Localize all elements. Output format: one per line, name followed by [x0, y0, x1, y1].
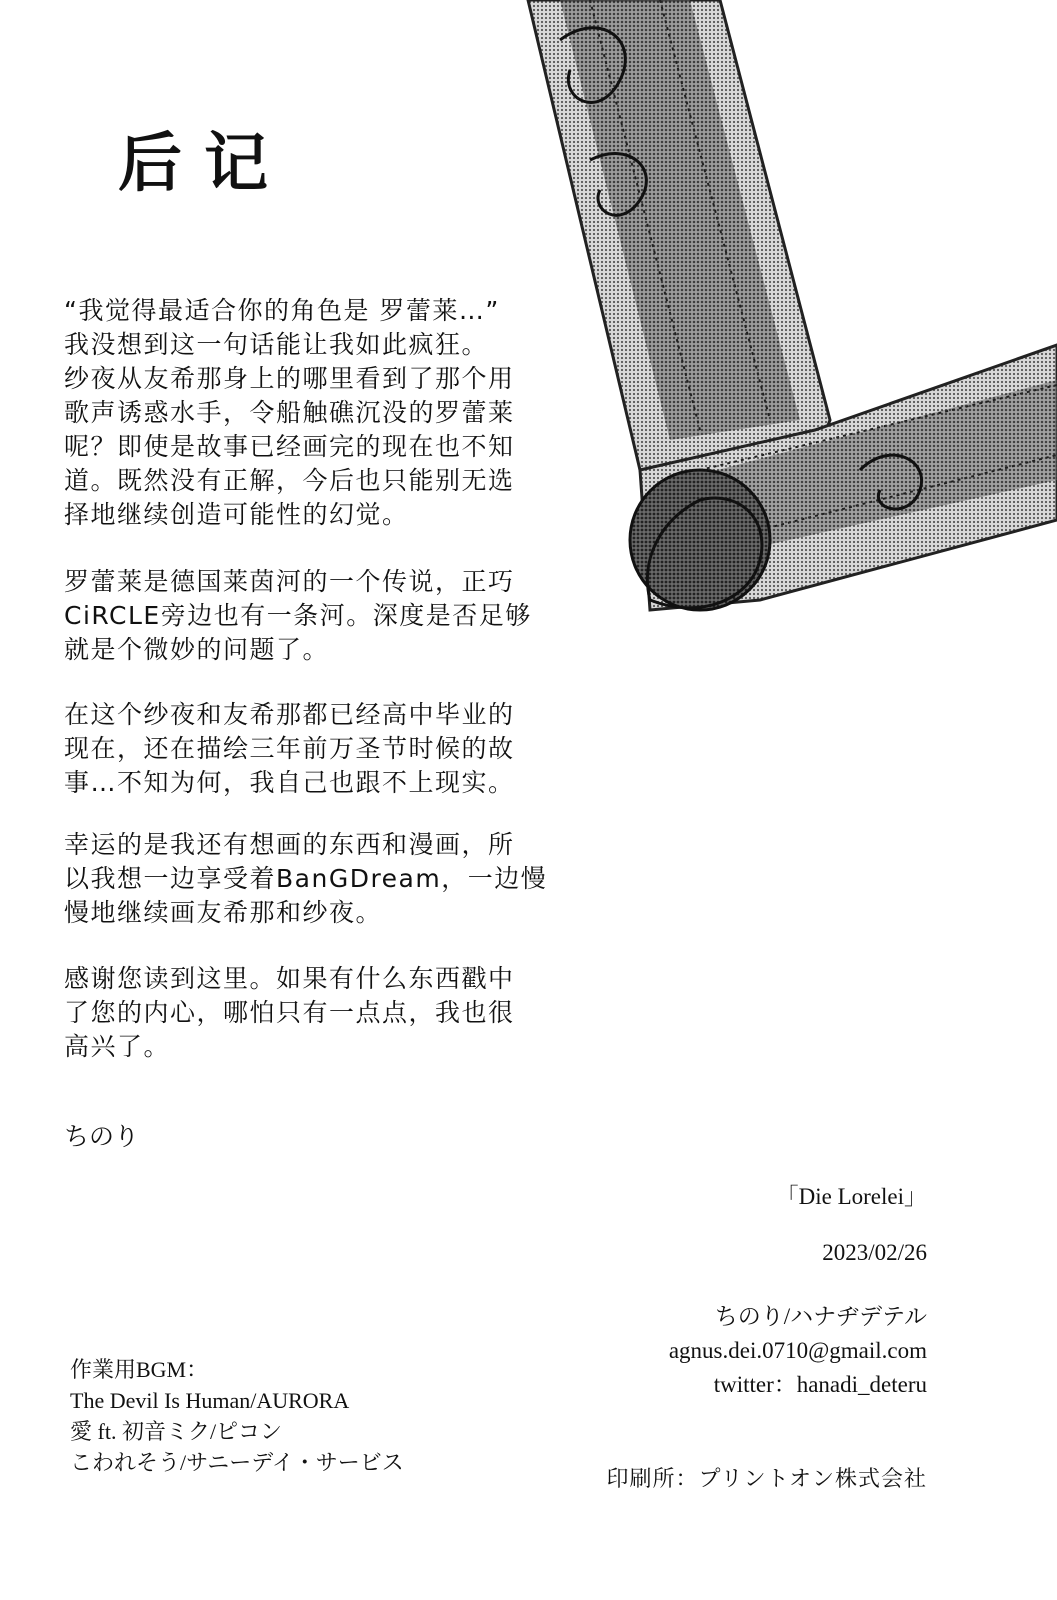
text-line: 道。既然没有正解，今后也只能别无选 — [64, 466, 515, 495]
text-line: CiRCLE旁边也有一条河。深度是否足够 — [64, 601, 532, 630]
text-line: 感谢您读到这里。如果有什么东西戳中 — [64, 964, 515, 993]
bgm-song: 愛 ft. 初音ミク/ピコン — [70, 1419, 283, 1444]
afterword-paragraph-1 — [64, 294, 624, 532]
text-line: 纱夜从友希那身上的哪里看到了那个用 — [64, 364, 515, 393]
colophon-date: 2023/02/26 — [822, 1240, 927, 1265]
colophon-twitter: twitter：hanadi_deteru — [713, 1372, 927, 1397]
text-line: 在这个纱夜和友希那都已经高中毕业的 — [64, 700, 515, 729]
page-title: 后记 — [118, 126, 290, 201]
text-line: 歌声诱惑水手，令船触礁沉没的罗蕾莱 — [64, 398, 515, 427]
colophon-printer: 印刷所：プリントオン株式会社 — [606, 1466, 927, 1491]
text-line: 我没想到这一句话能让我如此疯狂。 — [64, 330, 489, 359]
colophon-book-title: 「Die Lorelei」 — [775, 1184, 927, 1209]
afterword-paragraph-5 — [64, 962, 624, 1064]
text-line: 慢地继续画友希那和纱夜。 — [64, 898, 383, 927]
text-line: “我觉得最适合你的角色是 罗蕾莱…” — [64, 296, 500, 325]
text-line: 现在，还在描绘三年前万圣节时候的故 — [64, 734, 515, 763]
bgm-heading: 作業用BGM： — [70, 1357, 209, 1382]
bgm-song: The Devil Is Human/AURORA — [70, 1388, 350, 1413]
bgm-list — [70, 1354, 404, 1478]
text-line: 以我想一边享受着BanGDream，一边慢 — [64, 864, 548, 893]
text-line: 高兴了。 — [64, 1032, 171, 1061]
colophon-contact — [669, 1300, 927, 1402]
colophon-authors: ちのり/ハナヂデテル — [714, 1304, 927, 1329]
text-line: 幸运的是我还有想画的东西和漫画，所 — [64, 830, 515, 859]
text-line: 呢？即使是故事已经画完的现在也不知 — [64, 432, 515, 461]
text-line: 就是个微妙的问题了。 — [64, 635, 330, 664]
colophon-email: agnus.dei.0710@gmail.com — [668, 1338, 927, 1363]
text-line: 了您的内心，哪怕只有一点点，我也很 — [64, 998, 515, 1027]
afterword-paragraph-4 — [64, 828, 624, 930]
bgm-song: こわれそう/サニーデイ・サービス — [70, 1450, 404, 1475]
afterword-paragraph-3 — [64, 698, 624, 800]
afterword-paragraph-2 — [64, 565, 624, 667]
author-signature: ちのり — [64, 1122, 140, 1151]
text-line: 罗蕾莱是德国莱茵河的一个传说，正巧 — [64, 567, 515, 596]
text-line: 事…不知为何，我自己也跟不上现实。 — [64, 768, 515, 797]
text-line: 择地继续创造可能性的幻觉。 — [64, 500, 409, 529]
